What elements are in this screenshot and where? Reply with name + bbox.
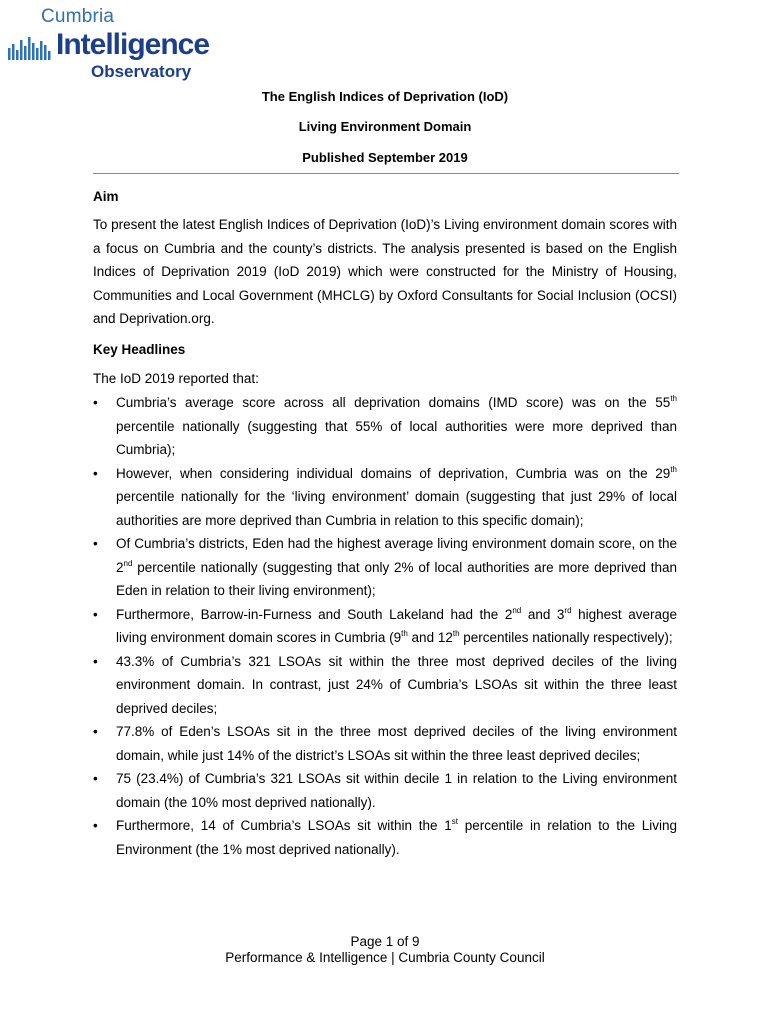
- header-divider: [93, 173, 679, 174]
- document-title: The English Indices of Deprivation (IoD): [261, 89, 509, 104]
- document-subtitle: Living Environment Domain: [298, 119, 472, 134]
- list-item: • Cumbria’s average score across all deprivation domains (IMD score) was on the 55th percentile nationally (suggesting that 55% of local authorities were more deprived than Cumbria);: [93, 391, 677, 462]
- list-item: • Of Cumbria’s districts, Eden had the highest average living environment domain score, on the 2nd percentile nationally (suggesting that only 2% of local authorities are more deprived than Eden in relation to their living environment);: [93, 532, 677, 603]
- bullet-icon: •: [93, 653, 98, 669]
- key-headlines-list: [93, 391, 677, 861]
- bar-graph-icon: [8, 34, 54, 60]
- list-item: • 75 (23.4%) of Cumbria’s 321 LSOAs sit within decile 1 in relation to the Living environment domain (the 10% most deprived nationally).: [93, 767, 677, 814]
- logo-line-intelligence: Intelligence: [56, 28, 210, 61]
- logo-line-cumbria: Cumbria: [41, 6, 115, 27]
- aim-paragraph: To present the latest English Indices of Deprivation (IoD)’s Living environment domain scores with a focus on Cumbria and the county’s districts. The analysis presented is based on the English Indices of Deprivation 2019 (IoD 2019) which were constructed for the Ministry of Housing, Communities and Local Government (MHCLG) by Oxford Consultants for Social Inclusion (OCSI) and Deprivation.org.: [93, 217, 677, 326]
- bullet-icon: •: [93, 465, 98, 481]
- cumbria-intelligence-observatory-logo: [6, 4, 210, 84]
- list-item: • However, when considering individual domains of deprivation, Cumbria was on the 29th percentile nationally for the ‘living environment’ domain (suggesting that just 29% of local authorities are more deprived than Cumbria in relation to this specific domain);: [93, 462, 677, 533]
- list-item: • Furthermore, Barrow-in-Furness and South Lakeland had the 2nd and 3rd highest average living environment domain scores in Cumbria (9th and 12th percentiles nationally respectively);: [93, 603, 677, 650]
- list-item: • 77.8% of Eden’s LSOAs sit in the three most deprived deciles of the living environment domain, while just 14% of the district’s LSOAs sit within the three least deprived deciles;: [93, 720, 677, 767]
- headlines-intro: The IoD 2019 reported that:: [93, 371, 259, 386]
- aim-heading: Aim: [93, 189, 119, 204]
- list-item: • 43.3% of Cumbria’s 321 LSOAs sit within the three most deprived deciles of the living environment domain. In contrast, just 24% of Cumbria’s LSOAs sit within the three least deprived deciles;: [93, 650, 677, 721]
- bullet-icon: •: [93, 536, 98, 551]
- logo-line-observatory: Observatory: [91, 62, 192, 81]
- bullet-icon: •: [93, 395, 98, 410]
- bullet-icon: •: [93, 818, 98, 833]
- bullet-icon: •: [93, 606, 98, 622]
- bullet-icon: •: [93, 724, 98, 739]
- footer-organisation: Performance & Intelligence | Cumbria County Council: [225, 950, 545, 965]
- publication-date: Published September 2019: [302, 150, 468, 165]
- key-headlines-heading: Key Headlines: [93, 342, 186, 357]
- page-number: Page 1 of 9: [350, 934, 420, 949]
- bullet-icon: •: [93, 771, 98, 786]
- list-item: • Furthermore, 14 of Cumbria’s LSOAs sit within the 1st percentile in relation to the Living Environment (the 1% most deprived nationally).: [93, 814, 677, 861]
